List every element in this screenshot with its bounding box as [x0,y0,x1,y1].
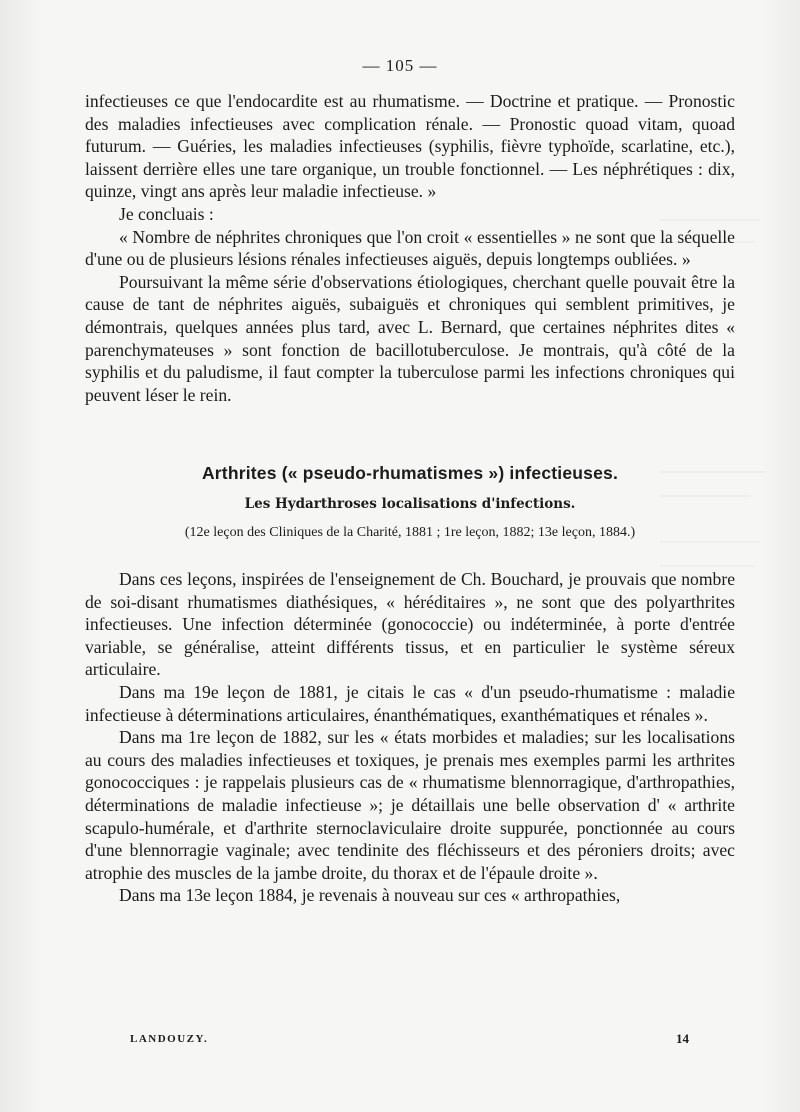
paragraph: Je concluais : [119,203,214,224]
paragraph: « Nombre de néphrites chroniques que l'on croit « essentielles » ne sont que la séquelle d'une ou de plusieurs lésions rénales infectieuses aiguës, depuis longtemps oubliées. » [85,226,735,270]
section-title: Arthrites (« pseudo-rhumatismes ») infectieuses. [201,463,619,484]
paragraph: Dans ma 1re leçon de 1882, sur les « états morbides et maladies; sur les localisations au cours des maladies infectieuses et toxiques, je prenais mes exemples parmi les arthrites gonococciques : je rappelais plusieurs cas de « rhumatisme blennorragique, d'arthropathies, déterminations de maladie infectieuse »; je détaillais une belle observation d' « arthrite scapulo-humérale, et d'arthrite sternoclaviculaire droite suppurée, ponctionnée au cours d'une blennorragie vaginale; avec tendinite des fléchisseurs et des péroniers droits; avec atrophie des muscles de la jambe droite, du thorax et de l'épaule droite ». [85,727,735,883]
paragraph: Poursuivant la même série d'observations étiologiques, cherchant quelle pouvait être la cause de tant de néphrites aiguës, subaiguës et chroniques qui semblent primitives, je démontrais, quelques années plus tard, avec L. Bernard, que certaines néphrites dites « parenchymateuses » sont fonction de bacillotuberculose. Je montrais, qu'à côté de la syphilis et du paludisme, il faut compter la tuberculose parmi les infections chroniques qui peuvent léser le rein. [85,271,735,405]
paragraph: Dans ces leçons, inspirées de l'enseignement de Ch. Bouchard, je prouvais que nombre de soi-disant rhumatismes diathésiques, « héréditaires », ne sont que des polyarthrites infectieuses. Une infection déterminée (gonococcie) ou indéterminée, à porte d'entrée variable, se généralise, atteint différents tissus, et en particulier le système séreux articulaire. [85,569,735,680]
body-text [85,90,735,907]
lecture-reference: (12e leçon des Cliniques de la Charité, 1881 ; 1re leçon, 1882; 13e leçon, 1884.) [184,524,636,540]
gathering-number: 14 [676,1031,689,1046]
page-number: — 105 — [362,56,438,75]
paragraph: infectieuses ce que l'endocardite est au rhumatisme. — Doctrine et pratique. — Pronostic des maladies infectieuses avec complication rénale. — Pronostic quoad vitam, quoad futurum. — Guéries, les maladies infectieuses (syphilis, fièvre typhoïde, scarlatine, etc.), laissent derrière elles une tare organique, un trouble fonctionnel. — Les néphrétiques : dix, quinze, vingt ans après leur maladie infectieuse. » [85,91,735,202]
section-subtitle: Les Hydarthroses localisations d'infections. [244,495,576,512]
paragraph: Dans ma 13e leçon 1884, je revenais à nouveau sur ces « arthropathies, [119,885,621,906]
paragraph: Dans ma 19e leçon de 1881, je citais le cas « d'un pseudo-rhumatisme : maladie infectieuse à déterminations articulaires, énanthématiques, exanthématiques et rénales ». [85,682,735,725]
signature-mark: LANDOUZY. [130,1033,209,1045]
